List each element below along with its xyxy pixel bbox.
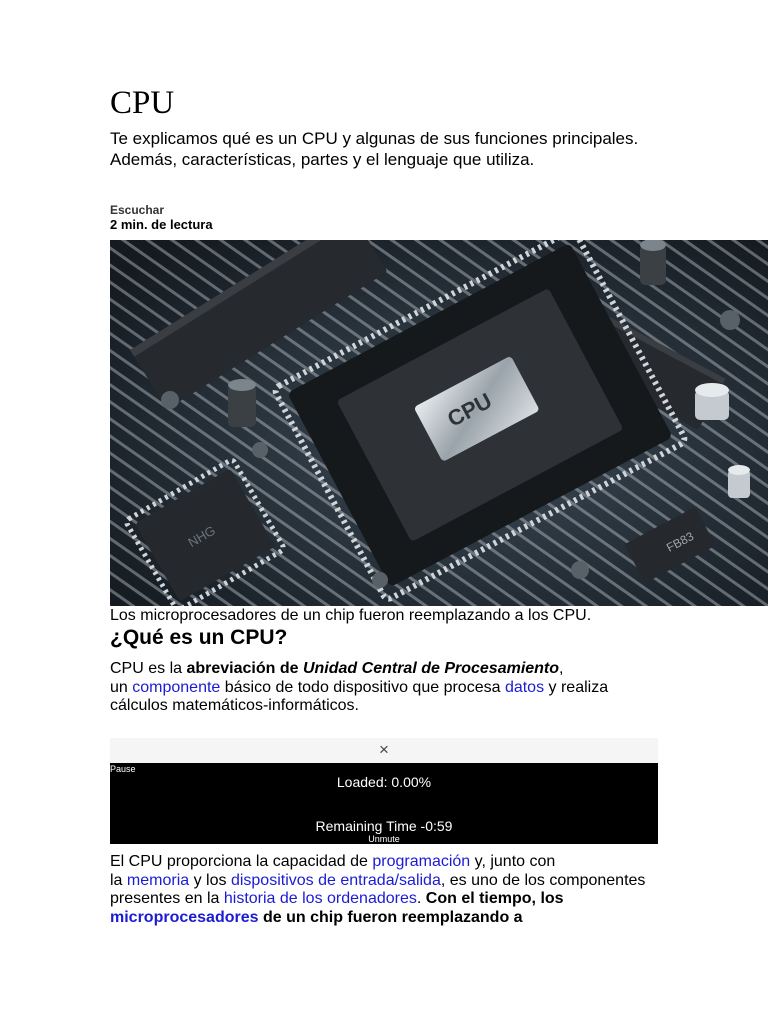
text: la <box>110 871 127 889</box>
text: CPU es la <box>110 660 187 677</box>
bold-italic-text: Unidad Central de Procesamiento <box>302 660 560 677</box>
section-heading: ¿Qué es un CPU? <box>110 626 288 649</box>
text: El CPU proporciona la capacidad de <box>110 853 373 870</box>
text: básico de todo dispositivo que procesa <box>220 678 505 696</box>
listen-button[interactable]: Escuchar <box>110 203 165 217</box>
paragraph-1 <box>110 660 658 716</box>
page-title: CPU <box>110 85 175 121</box>
cpu-board-illustration <box>110 240 768 606</box>
pause-button[interactable]: Pause <box>110 764 136 774</box>
cpu-chip-label: CPU <box>443 387 496 432</box>
text: , es uno de los componentes presentes en la <box>110 871 646 907</box>
loaded-status: Loaded: 0.00% <box>336 774 432 790</box>
bold-text: abreviación de <box>186 660 303 677</box>
image-caption: Los microprocesadores de un chip fueron reemplazando a los CPU. <box>110 607 592 624</box>
text: y los <box>189 871 231 889</box>
hero-image <box>110 240 768 606</box>
small-chip-label: NHG <box>185 522 218 551</box>
unmute-button[interactable]: Unmute <box>368 834 400 844</box>
text: y, junto con <box>470 853 556 870</box>
text: , <box>559 660 564 677</box>
link-microprocesadores[interactable]: microprocesadores <box>110 908 259 926</box>
bold-text: Con el tiempo, los <box>425 890 564 907</box>
text: un <box>110 678 133 696</box>
small-chip-label-2: FB83 <box>664 528 697 555</box>
link-memoria[interactable]: memoria <box>126 871 190 889</box>
link-datos[interactable]: datos <box>504 678 545 696</box>
text: . <box>416 890 426 907</box>
paragraph-2 <box>110 853 658 927</box>
bold-text: de un chip fueron reemplazando a <box>258 908 523 926</box>
link-historia[interactable]: historia de los ordenadores <box>223 890 417 907</box>
remaining-time: Remaining Time -0:59 <box>315 818 453 834</box>
link-dispositivos[interactable]: dispositivos de entrada/salida <box>230 871 441 889</box>
close-icon[interactable]: × <box>379 740 389 759</box>
article-intro: Te explicamos qué es un CPU y algunas de sus funciones principales. Además, características, partes y el lenguaje que utiliza. <box>110 129 639 169</box>
link-componente[interactable]: componente <box>132 678 221 696</box>
text: y realiza cálculos matemáticos-informáticos. <box>110 678 609 714</box>
video-player[interactable] <box>110 763 658 844</box>
link-programacion[interactable]: programación <box>372 853 471 870</box>
reading-time: 2 min. de lectura <box>110 217 213 232</box>
